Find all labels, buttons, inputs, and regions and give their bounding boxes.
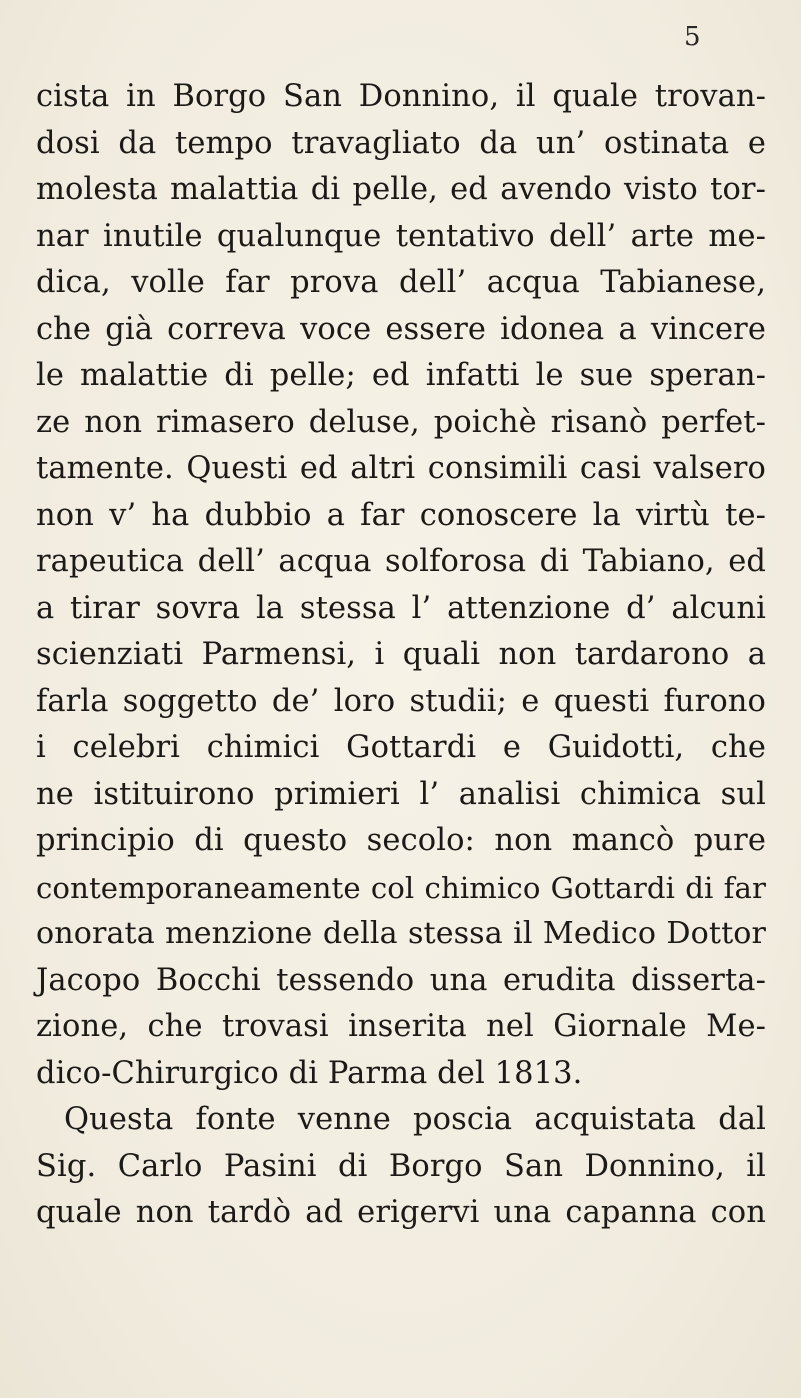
text-line: tamente. Questi ed altri consimili casi valsero	[36, 451, 766, 486]
text-line: le malattie di pelle; ed infatti le sue speran-	[36, 358, 766, 393]
text-line: cista in Borgo San Donnino, il quale trovan-	[36, 79, 766, 114]
text-line: a tirar sovra la stessa l’ attenzione d’ alcuni	[36, 590, 766, 626]
text-line: ze non rimasero deluse, poichè risanò perfet-	[36, 404, 766, 440]
text-line: dica, volle far prova dell’ acqua Tabianese,	[36, 265, 766, 300]
text-line: Questa fonte venne poscia acquistata dal	[64, 1102, 766, 1137]
text-line: i celebri chimici Gottardi e Guidotti, che	[36, 730, 766, 765]
text-line: molesta malattia di pelle, ed avendo visto tor-	[36, 172, 766, 207]
text-line: dico-Chirurgico di Parma del 1813.	[36, 1055, 583, 1091]
text-line: quale non tardò ad erigervi una capanna con	[36, 1195, 766, 1230]
text-line: ne istituirono primieri l’ analisi chimica sul	[36, 776, 766, 812]
page-number: 5	[684, 22, 701, 52]
text-line: dosi da tempo travagliato da un’ ostinata e	[36, 125, 766, 161]
text-line: rapeutica dell’ acqua solforosa di Tabiano, ed	[36, 544, 766, 579]
text-line: Jacopo Bocchi tessendo una erudita disserta-	[36, 962, 766, 998]
text-line: scienziati Parmensi, i quali non tardarono a	[36, 637, 766, 672]
text-line: nar inutile qualunque tentativo dell’ arte me-	[36, 218, 766, 254]
text-line: non v’ ha dubbio a far conoscere la virtù te-	[36, 497, 766, 533]
text-line: principio di questo secolo: non mancò pure	[36, 823, 766, 858]
body-text	[36, 74, 766, 1237]
text-line: farla soggetto de’ loro studii; e questi furono	[36, 683, 766, 719]
text-line: che già correva voce essere idonea a vincere	[36, 311, 766, 347]
text-line: zione, che trovasi inserita nel Giornale Me-	[36, 1009, 766, 1044]
text-line: contemporaneamente col chimico Gottardi di far	[36, 870, 766, 905]
text-line: onorata menzione della stessa il Medico Dottor	[36, 916, 766, 951]
text-line: Sig. Carlo Pasini di Borgo San Donnino, il	[36, 1148, 766, 1184]
